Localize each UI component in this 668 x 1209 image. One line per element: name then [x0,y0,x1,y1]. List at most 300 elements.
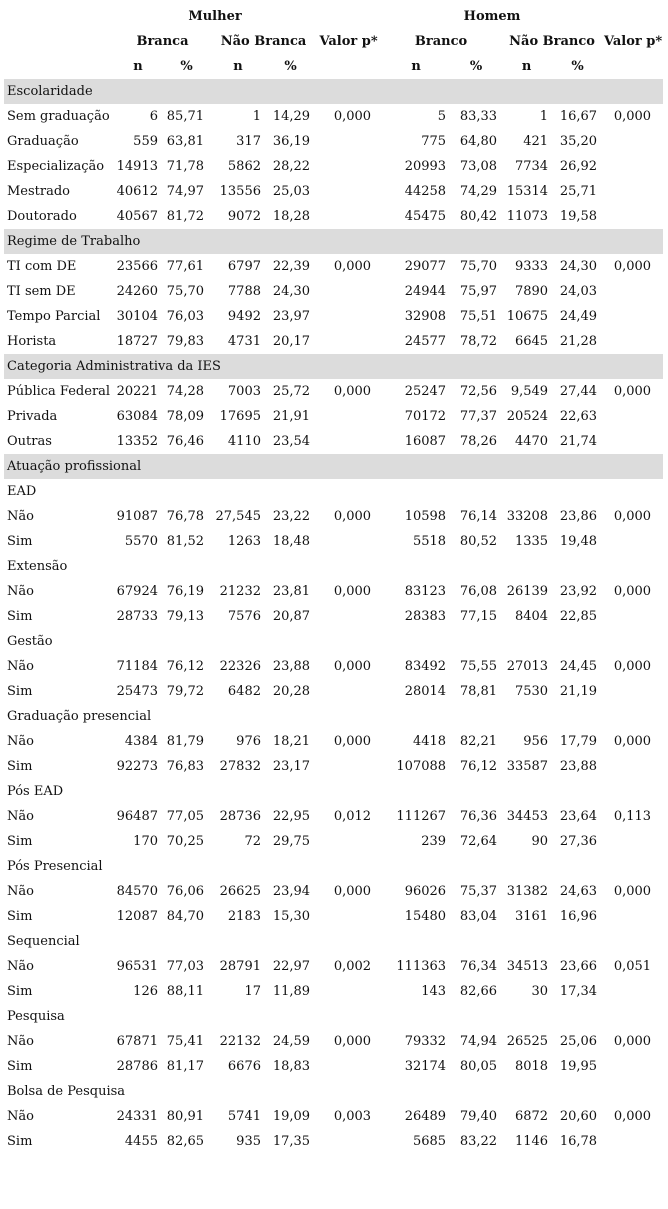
cell-value [603,1054,663,1079]
cell-value: 2183 [227,909,261,924]
cell-value: 0,000 [613,109,652,124]
cell-value: 24,45 [559,659,598,674]
cell-value [603,604,663,629]
cell-value: 7576 [227,609,261,624]
cell-value: 88,11 [166,984,204,999]
cell-value [603,979,663,1004]
cell-value: 5 [437,109,447,124]
cell-value: 22326 [219,659,261,674]
cell-value [603,129,663,154]
cell-value: 67871 [116,1034,158,1049]
table-row [4,504,663,529]
cell-value: 775 [421,134,447,149]
cell-value: 63,81 [166,134,204,149]
cell-value [316,1129,381,1154]
cell-value: 96531 [116,959,158,974]
cell-value: 80,91 [166,1109,204,1124]
cell-value: 78,81 [459,684,498,699]
subsection-row [4,1004,663,1029]
cell-value: 239 [421,834,447,849]
header-pct: % [284,59,297,74]
cell-value: 76,12 [166,659,204,674]
cell-value: 0,000 [613,1109,652,1124]
header-valor-p-mulher: Valor p* [319,34,378,49]
cell-value: 9072 [227,209,261,224]
cell-value [603,679,663,704]
cell-value: 76,06 [166,884,204,899]
table-row [4,1104,663,1129]
cell-value: 27,545 [215,509,261,524]
cell-value: 6482 [227,684,261,699]
cell-value: 73,08 [459,159,498,174]
cell-value: 81,17 [166,1059,204,1074]
cell-value: 18,83 [272,1059,311,1074]
cell-value: 63084 [116,409,158,424]
cell-value: 24,30 [559,259,598,274]
cell-value: 22,39 [272,259,311,274]
header-mulher: Mulher [188,9,242,24]
cell-value: 17695 [219,409,261,424]
subsection-title: Pesquisa [7,1009,65,1024]
cell-value: 27,36 [559,834,598,849]
data-table [4,4,663,1154]
table-row [4,404,663,429]
subsection-row [4,929,663,954]
cell-value: 24,30 [272,284,311,299]
cell-value: 23,64 [559,809,598,824]
header-pct: % [469,59,483,74]
cell-value [316,404,381,429]
cell-value: 70,25 [166,834,204,849]
table-row [4,879,663,904]
cell-value: 20221 [116,384,158,399]
cell-value: 21232 [219,584,261,599]
cell-value: 96487 [116,809,158,824]
cell-value: 5685 [412,1134,447,1149]
table-row [4,104,663,129]
cell-value: 35,20 [559,134,598,149]
cell-value: 0,000 [613,384,652,399]
cell-value: 75,70 [166,284,204,299]
cell-value: 15314 [506,184,549,199]
cell-value: 24577 [404,334,447,349]
subsection-title: Graduação presencial [7,709,152,724]
cell-value: 67924 [116,584,158,599]
row-label: Sim [7,984,33,999]
row-label: Graduação [7,134,79,149]
cell-value: 0,000 [333,884,372,899]
row-label: Sim [7,1059,33,1074]
cell-value [603,404,663,429]
cell-value: 78,72 [459,334,498,349]
cell-value: 23,88 [559,759,598,774]
cell-value: 20,28 [272,684,311,699]
cell-value: 4418 [412,734,447,749]
cell-value: 23566 [116,259,158,274]
cell-value: 71184 [116,659,158,674]
cell-value: 0,002 [333,959,372,974]
cell-value: 22,85 [559,609,598,624]
cell-value: 13352 [116,434,158,449]
cell-value: 317 [236,134,261,149]
row-label: Não [7,884,34,899]
cell-value: 17,35 [272,1134,311,1149]
cell-value: 79,83 [166,334,204,349]
cell-value: 6872 [514,1109,549,1124]
cell-value: 26489 [404,1109,447,1124]
cell-value: 23,81 [272,584,311,599]
cell-value: 23,17 [272,759,311,774]
cell-value: 25247 [404,384,447,399]
cell-value: 76,83 [166,759,204,774]
cell-value: 33208 [506,509,549,524]
cell-value: 79332 [404,1034,447,1049]
cell-value: 5862 [227,159,261,174]
section-row [4,229,663,254]
table-row [4,154,663,179]
row-label: Horista [7,334,57,349]
row-label: Não [7,809,34,824]
cell-value [603,179,663,204]
cell-value [316,304,381,329]
cell-value [603,904,663,929]
cell-value: 90 [531,834,549,849]
table-row [4,1129,663,1154]
cell-value: 75,41 [166,1034,204,1049]
cell-value [603,529,663,554]
row-label: Mestrado [7,184,71,199]
cell-value [603,429,663,454]
section-row [4,79,663,104]
header-pct: % [571,59,584,74]
cell-value: 28014 [404,684,447,699]
row-label: Não [7,1034,34,1049]
subsection-row [4,704,663,729]
cell-value: 16,67 [559,109,598,124]
cell-value: 23,92 [559,584,598,599]
cell-value: 83123 [404,584,447,599]
section-row [4,354,663,379]
cell-value: 25,03 [272,184,311,199]
cell-value: 21,28 [559,334,598,349]
table-row [4,179,663,204]
cell-value: 32908 [404,309,447,324]
cell-value: 75,70 [459,259,498,274]
section-title: Escolaridade [4,79,663,104]
cell-value [316,204,381,229]
row-label: Doutorado [7,209,77,224]
cell-value: 14913 [116,159,158,174]
table-row [4,529,663,554]
cell-value [603,279,663,304]
table-row [4,679,663,704]
cell-value: 29077 [404,259,447,274]
cell-value: 0,000 [333,259,372,274]
cell-value: 81,52 [166,534,204,549]
subsection-title: Gestão [7,634,53,649]
header-n: n [233,59,243,74]
cell-value: 0,113 [613,809,652,824]
cell-value: 5741 [227,1109,261,1124]
cell-value: 111267 [396,809,447,824]
cell-value: 82,66 [459,984,498,999]
cell-value: 32174 [404,1059,447,1074]
cell-value [316,1054,381,1079]
cell-value: 24,03 [559,284,598,299]
cell-value: 75,97 [459,284,498,299]
cell-value: 26139 [506,584,549,599]
cell-value: 82,21 [459,734,498,749]
cell-value: 126 [133,984,158,999]
subsection-row [4,1079,663,1104]
cell-value: 16,78 [559,1134,598,1149]
cell-value: 25473 [116,684,158,699]
cell-value: 23,22 [272,509,311,524]
table-row [4,279,663,304]
cell-value: 8404 [514,609,549,624]
header-pct: % [180,59,193,74]
cell-value: 21,19 [559,684,598,699]
cell-value [316,329,381,354]
header-row-units [4,54,663,79]
row-label: Não [7,509,34,524]
cell-value: 0,051 [613,959,652,974]
cell-value: 45475 [404,209,447,224]
cell-value: 83,22 [459,1134,498,1149]
cell-value: 19,09 [272,1109,311,1124]
cell-value: 24944 [404,284,447,299]
cell-value [316,179,381,204]
cell-value [316,904,381,929]
cell-value: 956 [523,734,549,749]
cell-value: 9333 [514,259,549,274]
row-label: Não [7,959,34,974]
row-label: Sim [7,759,33,774]
row-label: Pública Federal [7,384,111,399]
subsection-row [4,554,663,579]
cell-value: 3161 [514,909,549,924]
section-title: Atuação profissional [4,454,663,479]
cell-value: 72,56 [459,384,498,399]
cell-value: 96026 [404,884,447,899]
subsection-title: Bolsa de Pesquisa [7,1084,126,1099]
cell-value: 0,000 [333,109,372,124]
header-row-categories [4,29,663,54]
cell-value: 20,17 [272,334,311,349]
table-row [4,579,663,604]
row-label: Tempo Parcial [7,309,101,324]
cell-value: 21,74 [559,434,598,449]
cell-value: 143 [421,984,447,999]
header-row-groups [4,4,663,29]
cell-value: 83492 [404,659,447,674]
row-label: TI com DE [7,259,77,274]
header-nao-branca: Não Branca [220,34,307,49]
table-row [4,1054,663,1079]
section-title: Categoria Administrativa da IES [4,354,663,379]
cell-value: 75,55 [459,659,498,674]
cell-value: 4470 [514,434,549,449]
table-row [4,654,663,679]
cell-value: 74,28 [166,384,204,399]
cell-value: 84570 [116,884,158,899]
cell-value: 80,42 [459,209,498,224]
section-row [4,454,663,479]
cell-value: 0,000 [333,734,372,749]
cell-value: 27013 [506,659,549,674]
cell-value [316,129,381,154]
cell-value: 4731 [227,334,261,349]
cell-value: 0,000 [333,509,372,524]
cell-value: 34453 [506,809,549,824]
subsection-title: Pós EAD [7,784,64,799]
cell-value [316,754,381,779]
cell-value: 0,000 [333,1034,372,1049]
cell-value: 935 [236,1134,261,1149]
row-label: Privada [7,409,58,424]
row-label: TI sem DE [7,284,76,299]
cell-value: 9,549 [510,384,549,399]
row-label: Sim [7,534,33,549]
cell-value: 76,19 [166,584,204,599]
cell-value: 11,89 [272,984,311,999]
cell-value: 76,12 [459,759,498,774]
cell-value: 29,75 [272,834,311,849]
cell-value: 81,79 [166,734,204,749]
cell-value: 1 [252,109,261,124]
subsection-title: EAD [7,484,37,499]
cell-value: 6 [149,109,158,124]
cell-value [603,754,663,779]
cell-value: 22132 [219,1034,261,1049]
cell-value [603,154,663,179]
cell-value: 7734 [514,159,549,174]
cell-value: 72,64 [459,834,498,849]
cell-value: 10598 [404,509,447,524]
cell-value: 23,88 [272,659,311,674]
cell-value: 77,03 [166,959,204,974]
table-row [4,129,663,154]
cell-value: 16,96 [559,909,598,924]
cell-value: 5518 [412,534,447,549]
cell-value [316,829,381,854]
table-row [4,954,663,979]
cell-value: 16087 [404,434,447,449]
cell-value: 19,58 [559,209,598,224]
cell-value: 40612 [116,184,158,199]
cell-value: 111363 [396,959,447,974]
cell-value: 76,78 [166,509,204,524]
cell-value [603,1129,663,1154]
cell-value: 6645 [514,334,549,349]
cell-value [316,279,381,304]
cell-value [603,329,663,354]
cell-value: 28,22 [272,159,311,174]
cell-value: 78,26 [459,434,498,449]
subsection-title: Pós Presencial [7,859,103,874]
cell-value: 79,13 [166,609,204,624]
cell-value: 20,87 [272,609,311,624]
cell-value: 74,94 [459,1034,498,1049]
cell-value: 85,71 [166,109,204,124]
cell-value: 7788 [227,284,261,299]
cell-value: 75,51 [459,309,498,324]
cell-value: 20993 [404,159,447,174]
cell-value [316,679,381,704]
cell-value: 1335 [514,534,549,549]
cell-value: 27832 [219,759,261,774]
cell-value: 24331 [116,1109,158,1124]
row-label: Sim [7,609,33,624]
cell-value: 4455 [124,1134,158,1149]
header-n: n [521,59,532,74]
cell-value [603,829,663,854]
cell-value: 23,97 [272,309,311,324]
subsection-row [4,854,663,879]
cell-value: 107088 [396,759,447,774]
cell-value: 18727 [116,334,158,349]
cell-value: 976 [236,734,261,749]
cell-value [603,304,663,329]
cell-value: 19,95 [559,1059,598,1074]
cell-value: 18,21 [272,734,311,749]
cell-value: 26,92 [559,159,598,174]
cell-value: 75,37 [459,884,498,899]
subsection-row [4,779,663,804]
cell-value: 20524 [506,409,549,424]
cell-value: 1263 [227,534,261,549]
cell-value: 7003 [227,384,261,399]
cell-value: 0,000 [613,259,652,274]
cell-value: 76,08 [459,584,498,599]
cell-value: 26525 [506,1034,549,1049]
cell-value: 76,34 [459,959,498,974]
subsection-title: Extensão [7,559,68,574]
cell-value [603,204,663,229]
table-row [4,904,663,929]
cell-value: 28736 [219,809,261,824]
cell-value: 12087 [116,909,158,924]
cell-value: 15480 [404,909,447,924]
row-label: Não [7,584,34,599]
cell-value: 28733 [116,609,158,624]
cell-value: 77,37 [459,409,498,424]
section-title: Regime de Trabalho [4,229,663,254]
row-label: Sim [7,684,33,699]
cell-value: 30 [531,984,549,999]
cell-value: 0,000 [613,1034,652,1049]
table-row [4,429,663,454]
cell-value: 0,000 [333,659,372,674]
cell-value: 77,05 [166,809,204,824]
cell-value: 20,60 [559,1109,598,1124]
cell-value: 0,000 [333,584,372,599]
cell-value: 77,15 [459,609,498,624]
cell-value: 0,000 [613,509,652,524]
cell-value: 24,59 [272,1034,311,1049]
header-branco: Branco [414,34,468,49]
cell-value [316,154,381,179]
cell-value: 76,03 [166,309,204,324]
cell-value: 76,14 [459,509,498,524]
cell-value: 23,86 [559,509,598,524]
header-homem: Homem [463,9,521,24]
cell-value: 14,29 [272,109,311,124]
cell-value: 74,97 [166,184,204,199]
cell-value: 4110 [227,434,261,449]
cell-value: 36,19 [272,134,311,149]
cell-value: 82,65 [166,1134,204,1149]
